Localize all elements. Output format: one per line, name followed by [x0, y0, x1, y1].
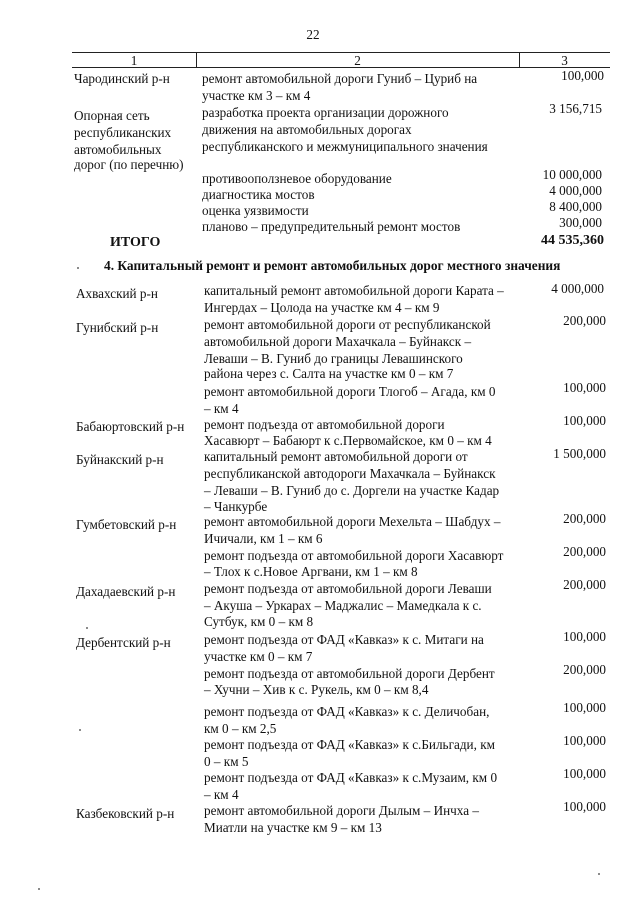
row-description-line: района через с. Салта на участке км 0 – км 7 [204, 366, 454, 381]
total-label: ИТОГО [110, 235, 161, 250]
row-region: Казбековский р-н [76, 806, 175, 821]
row-amount: 200,000 [563, 544, 606, 559]
row-description-line: капитальный ремонт автомобильной дороги Карата – [204, 283, 504, 298]
row-region: Гумбетовский р-н [76, 517, 177, 532]
row-description-line: Леваши – В. Гуниб до границы Левашинского [204, 351, 463, 366]
row-amount: 100,000 [563, 629, 606, 644]
total-amount: 44 535,360 [541, 233, 604, 248]
row-amount: 3 156,715 [549, 101, 602, 116]
row-description-line: ремонт подъезда от автомобильной дороги Хасавюрт [204, 548, 504, 563]
row-description-line: движения на автомобильных дорогах [202, 122, 412, 137]
row-amount: 100,000 [563, 766, 606, 781]
header-col-2: 2 [354, 53, 361, 68]
row-region: Буйнакский р-н [76, 452, 164, 467]
page-number: 22 [306, 27, 320, 42]
scan-speck [86, 627, 88, 629]
scan-speck [79, 729, 81, 731]
row-amount: 10 000,000 [542, 167, 602, 182]
row-amount: 100,000 [561, 68, 604, 83]
row-description-line: ремонт подъезда от ФАД «Кавказ» к с.Музаим, км 0 [204, 770, 498, 785]
row-description-line: участке км 3 – км 4 [202, 88, 311, 103]
row-description-line: республиканского и межмуниципального значения [202, 139, 488, 154]
row-region: республиканских [74, 125, 172, 140]
row-amount: 100,000 [563, 733, 606, 748]
row-description-line: Хасавюрт – Бабаюрт к с.Первомайское, км 0 – км 4 [204, 433, 492, 448]
row-amount: 100,000 [563, 380, 606, 395]
row-amount: 100,000 [563, 700, 606, 715]
row-description-line: – Акуша – Уркарах – Маджалис – Мамедкала к с. [204, 598, 482, 613]
row-description-line: – км 4 [204, 401, 239, 416]
row-region: Опорная сеть [74, 108, 150, 123]
row-description-line: – Хучни – Хив к с. Рукель, км 0 – км 8,4 [204, 682, 429, 697]
row-region: Бабаюртовский р-н [76, 419, 185, 434]
row-amount: 200,000 [563, 511, 606, 526]
row-region: дорог (по перечню) [74, 157, 184, 172]
row-description-line: ремонт автомобильной дороги Гуниб – Цуриб на [202, 71, 478, 86]
row-description-line: – Чанкурбе [204, 499, 268, 514]
row-amount: 200,000 [563, 662, 606, 677]
row-amount: 200,000 [563, 577, 606, 592]
row-description-line: Сутбук, км 0 – км 8 [204, 614, 314, 629]
row-region: автомобильных [74, 142, 162, 157]
row-description-line: участке км 0 – км 7 [204, 649, 313, 664]
row-region: Дербентский р-н [76, 635, 171, 650]
row-description-line: диагностика мостов [202, 187, 315, 202]
row-description-line: автомобильной дороги Махачкала – Буйнакск – [204, 334, 472, 349]
row-description-line: – Тлох к с.Новое Аргвани, км 1 – км 8 [204, 564, 418, 579]
row-description-line: разработка проекта организации дорожного [202, 105, 449, 120]
row-description-line: противооползневое оборудование [202, 171, 392, 186]
row-amount: 100,000 [563, 799, 606, 814]
row-description-line: ремонт автомобильной дороги от республиканской [204, 317, 491, 332]
scan-speck [77, 267, 79, 269]
row-amount: 300,000 [559, 215, 602, 230]
scan-speck [38, 888, 40, 890]
row-description-line: ремонт подъезда от автомобильной дороги [204, 417, 445, 432]
header-col-3: 3 [561, 53, 568, 68]
row-description-line: ремонт подъезда от автомобильной дороги Леваши [204, 581, 492, 596]
row-description-line: км 0 – км 2,5 [204, 721, 277, 736]
row-description-line: ремонт автомобильной дороги Мехельта – Шабдух – [204, 514, 501, 529]
row-description-line: – Леваши – В. Гуниб до с. Доргели на участке Кадар [204, 483, 500, 498]
row-description-line: ремонт подъезда от ФАД «Кавказ» к с.Бильгади, км [204, 737, 495, 752]
row-amount: 4 000,000 [551, 281, 604, 296]
row-description-line: капитальный ремонт автомобильной дороги от [204, 449, 468, 464]
row-description-line: ремонт автомобильной дороги Тлогоб – Агада, км 0 [204, 384, 496, 399]
row-region: Дахадаевский р-н [76, 584, 176, 599]
row-amount: 8 400,000 [549, 199, 602, 214]
section-title: 4. Капитальный ремонт и ремонт автомобильных дорог местного значения [104, 258, 561, 273]
row-region: Гунибский р-н [76, 320, 159, 335]
row-region: Чародинский р-н [74, 71, 170, 86]
header-col-1: 1 [130, 53, 138, 68]
row-description-line: планово – предупредительный ремонт мостов [202, 219, 461, 234]
row-amount: 1 500,000 [553, 446, 606, 461]
row-description-line: Миатли на участке км 9 – км 13 [204, 820, 382, 835]
row-description-line: ремонт подъезда от ФАД «Кавказ» к с. Митаги на [204, 632, 484, 647]
row-description-line: ремонт автомобильной дороги Дылым – Инчха – [204, 803, 479, 818]
row-region: Ахвахский р-н [76, 286, 158, 301]
row-description-line: оценка уязвимости [202, 203, 309, 218]
row-description-line: Ичичали, км 1 – км 6 [204, 531, 323, 546]
row-description-line: 0 – км 5 [204, 754, 249, 769]
row-amount: 100,000 [563, 413, 606, 428]
scan-speck [598, 873, 600, 875]
row-amount: 4 000,000 [549, 183, 602, 198]
row-description-line: Ингердах – Цолода на участке км 4 – км 9 [204, 300, 440, 315]
row-description-line: – км 4 [204, 787, 239, 802]
row-description-line: ремонт подъезда от ФАД «Кавказ» к с. Деличобан, [204, 704, 490, 719]
row-amount: 200,000 [563, 313, 606, 328]
row-description-line: ремонт подъезда от автомобильной дороги Дербент [204, 666, 495, 681]
row-description-line: республиканской автодороги Махачкала – Буйнакск [204, 466, 496, 481]
